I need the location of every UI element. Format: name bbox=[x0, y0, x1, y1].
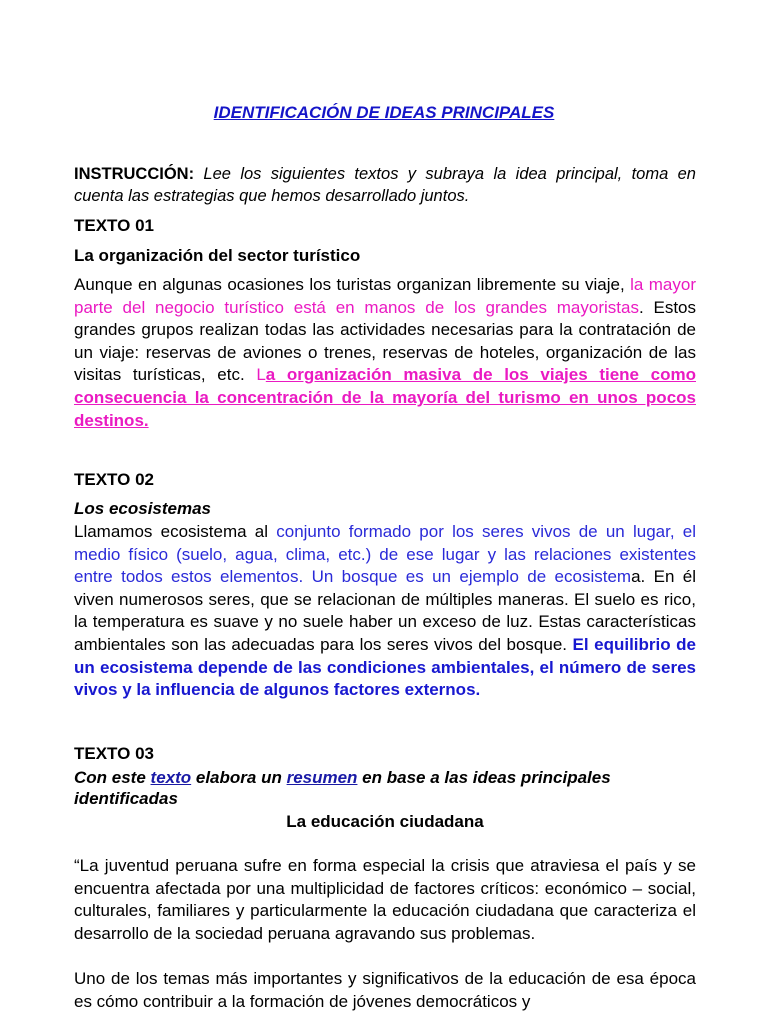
texto-03-paragraph-1: “La juventud peruana sufre en forma especial la crisis que atraviesa el país y se encuentra afectada por una multiplicidad de factores críticos: económico – social, culturales, familiares y particularmente la educación ciudadana que caracteriza el desarrollo de la sociedad peruana agravando sus problemas. bbox=[74, 856, 696, 943]
texto-03-heading: TEXTO 03 bbox=[74, 744, 154, 763]
instruction-label: INSTRUCCIÓN: bbox=[74, 165, 195, 183]
texto-03-instruction bbox=[74, 767, 696, 809]
texto-01-main-idea: a organización masiva de los viajes tiene como consecuencia la concentración de la mayoría del turismo en unos pocos destinos. bbox=[74, 365, 696, 430]
texto-02-heading: TEXTO 02 bbox=[74, 470, 154, 489]
texto-02-text-b: a. En él viven numerosos seres, que se relacionan de múltiples maneras. El suelo es rico, la temperatura es suave y no suele haber un exceso de luz. Estas características ambientales son las adecuadas para los seres vivos del bosque. bbox=[74, 567, 696, 654]
texto-01-subheading: La organización del sector turístico bbox=[74, 246, 361, 265]
texto-02-paragraph bbox=[74, 521, 696, 702]
texto-03-subtitle: La educación ciudadana bbox=[286, 812, 484, 831]
texto-03-paragraph-2: Uno de los temas más importantes y significativos de la educación de esa época es cómo contribuir a la formación de jóvenes democráticos y bbox=[74, 969, 696, 1011]
texto-03-instr-a: Con este bbox=[74, 768, 151, 787]
texto-02-highlight-blue: conjunto formado por los seres vivos de un lugar, el medio físico (suelo, agua, clima, etc.) de ese lugar y las relaciones existentes entre todos estos elementos. Un bosque es un ejemplo de ecosistem bbox=[74, 522, 696, 587]
texto-01-heading: TEXTO 01 bbox=[74, 216, 154, 235]
resumen-link[interactable]: resumen bbox=[286, 768, 358, 787]
document-title: IDENTIFICACIÓN DE IDEAS PRINCIPALES bbox=[213, 103, 555, 122]
texto-01-highlight-pink: la mayor parte del negocio turístico está en manos de los grandes mayoristas bbox=[74, 275, 696, 317]
texto-link[interactable]: texto bbox=[150, 768, 192, 787]
texto-02-subheading: Los ecosistemas bbox=[74, 499, 212, 518]
instruction-paragraph bbox=[74, 163, 696, 207]
texto-03-instr-c: en base a las ideas principales identificadas bbox=[74, 768, 611, 808]
texto-01-paragraph bbox=[74, 274, 696, 432]
texto-01-text-a: Aunque en algunas ocasiones los turistas organizan libremente su viaje, bbox=[74, 275, 631, 294]
instruction-text: Lee los siguientes textos y subraya la idea principal, toma en cuenta las estrategias que hemos desarrollado juntos. bbox=[74, 165, 696, 205]
texto-03-instr-b: elabora un bbox=[191, 768, 287, 787]
texto-01-letter-l: L bbox=[256, 365, 266, 385]
texto-02-main-idea: El equilibrio de un ecosistema depende de las condiciones ambientales, el número de seres vivos y la influencia de algunos factores externos. bbox=[74, 634, 696, 700]
texto-02-text-a: Llamamos ecosistema al bbox=[74, 522, 277, 541]
texto-01-text-b: . Estos grandes grupos realizan todas las actividades necesarias para la contratación de un viaje: reservas de aviones o trenes, reservas de hoteles, organización de las visitas turísticas, etc. bbox=[74, 297, 697, 385]
